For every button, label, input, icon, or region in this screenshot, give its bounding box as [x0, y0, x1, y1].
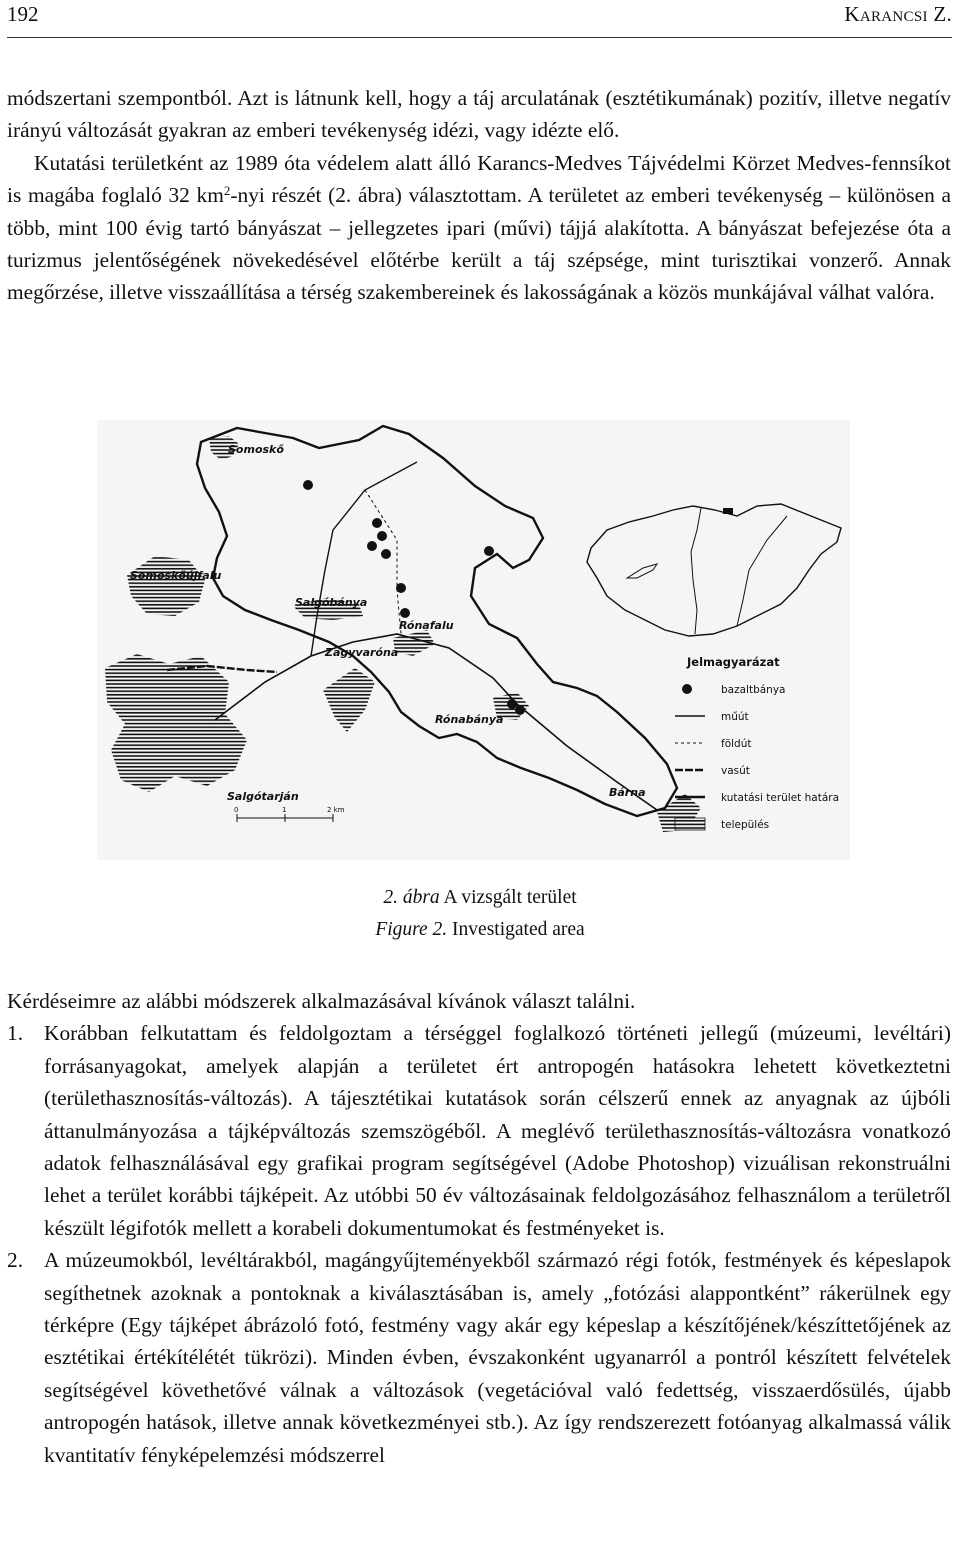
legend-item-road: műút: [721, 711, 749, 723]
label-somosko: Somoskő: [228, 443, 284, 456]
quarry-point: [484, 546, 494, 556]
settlement-salgotarjan: [105, 654, 247, 792]
methods-list-item: [7, 1017, 951, 1244]
dirt-road: [365, 490, 401, 634]
list-marker: 2.: [7, 1248, 24, 1273]
methods-lead: Kérdéseimre az alábbi módszerek alkalmazásával kívánok választ találni.: [7, 989, 636, 1013]
list-marker: 1.: [7, 1021, 24, 1046]
lake-balaton: [627, 564, 657, 578]
legend-quarry-symbol: [682, 684, 692, 694]
page-number: 192: [7, 2, 39, 26]
intro-section: [7, 82, 951, 309]
danube-river: [691, 508, 701, 634]
label-salgotarjan: Salgótarján: [227, 790, 299, 803]
label-ronafalu: Rónafalu: [399, 619, 454, 632]
figure-caption-hungarian: [0, 885, 960, 911]
caption-hu-text: A vizsgált terület: [439, 887, 577, 908]
quarry-point: [377, 531, 387, 541]
figure-caption-english: [0, 917, 960, 943]
quarry-point: [381, 549, 391, 559]
inset-location-marker: [723, 508, 733, 514]
quarry-point: [303, 480, 313, 490]
quarry-point: [507, 699, 517, 709]
quarry-point: [400, 608, 410, 618]
superscript-2: 2: [223, 183, 231, 199]
intro-paragraph-2-rest: -nyi részét (2. ábra) választottam. A területet az emberi tevékenység – különösen a több, mint 100 évig tartó bányászat – jellegzetes ipari (művi) tájjá alakította. A bányászat befejezése óta a turizmus jelentőségének növekedésével előtérbe került a táj szépsége, mint turisztikai vonzerő. Annak megőrzése, illetve visszaállítása a térség szakembereinek és lakosságának a közös munkájával válhat valóra.: [7, 183, 952, 305]
intro-paragraph-2: [7, 147, 951, 309]
legend-settlement-symbol: [675, 818, 705, 830]
scale-tick-2: 2 km: [327, 806, 345, 814]
scale-tick-1: 1: [282, 806, 287, 814]
intro-paragraph-1: módszertani szempontból. Azt is látnunk kell, hogy a táj arculatának (esztétikumának) pozitív, illetve negatív irányú változását gyakran az emberi tevékenység idézi, vagy idézte elő.: [7, 86, 951, 143]
quarry-point: [515, 705, 525, 715]
caption-en-text: Investigated area: [447, 919, 585, 940]
label-barna: Bárna: [609, 786, 646, 799]
hungary-outline: [587, 504, 841, 636]
legend-item-dirt-road: földút: [721, 738, 752, 750]
scale-bar: [234, 806, 345, 822]
intro-paragraph-2-start: Kutatási területként az 1989 óta védelem alatt álló Karancs-Medves Tájvédelmi Körzet Medves-fennsíkot is magába foglaló 32 km: [7, 150, 951, 208]
label-somoskoujfalu: Somoskőújfalu: [130, 569, 222, 582]
list-item-text: Korábban felkutattam és feldolgoztam a térséggel foglalkozó történeti jellegű (múzeumi, levéltári) forrásanyagokat, amelyek alapján a területet ért antropogén hatásokra lehetett következtetni (területhasznosítás-változás). A tájesztétikai kutatások során célszerű ennek az anyagnak az újbóli áttanulmányozása a tájképváltozás szemszögéből. A meglévő területhasznosítás-változásra vonatkozó adatok felhasználásával egy grafikai program segítségével (Adobe Photoshop) vizuálisan rekonstruálni lehet a terület korábbi tájképeit. Az utóbbi 50 év változásainak feldolgozásához felhasználom a területről készült légifotók mellett a korabeli dokumentumokat és festményeket is.: [44, 1021, 951, 1240]
legend-item-settlement: település: [721, 819, 770, 831]
methods-list: [7, 1017, 951, 1471]
map-svg: [97, 420, 850, 860]
hungary-inset-map: [587, 504, 841, 636]
label-salgobanya: Salgóbánya: [295, 596, 368, 609]
legend-item-railway: vasút: [721, 765, 750, 777]
methods-list-item: [7, 1244, 951, 1471]
list-item-text: A múzeumokból, levéltárakból, magángyűjteményekből származó régi fotók, festmények és képeslapok segíthetnek azoknak a pontoknak a kiválasztásában is, amely „fotózási alappontként” rákerülnek egy térképre (Egy tájképet ábrázoló fotó, festmény vagy akár egy képeslap a készítőjének/készíttetőjének az esztétikai értékítélétét tükrözi). Minden évben, évszakonként ugyanarról a pontról készített felvételek segítségével követhetővé válnak a változások (vegetációval való fedettség, visszaerdősülés, újabb antropogén hatások, illetve annak következményei stb.). Az így rendszerezett fotóanyag alkalmassá válik kvantitatív fényképelemzési módszerrel: [44, 1248, 951, 1467]
settlement-zagyvarona: [323, 668, 375, 732]
running-author: Karancsi Z.: [844, 2, 952, 26]
tisza-river: [737, 516, 787, 626]
scale-tick-0: 0: [234, 806, 239, 814]
map-legend: [675, 655, 839, 831]
study-area-map: [97, 420, 850, 860]
quarry-point: [372, 518, 382, 528]
label-zagyvarona: Zagyvaróna: [325, 646, 399, 659]
settlement-somoskoujfalu: [127, 556, 205, 616]
label-ronabanya: Rónabánya: [435, 713, 504, 726]
caption-en-label: Figure 2.: [375, 919, 448, 940]
quarry-point: [367, 541, 377, 551]
legend-item-boundary: kutatási terület határa: [721, 792, 840, 804]
legend-title: Jelmagyarázat: [687, 655, 780, 669]
legend-item-quarry: bazaltbánya: [721, 684, 786, 696]
quarry-point: [396, 583, 406, 593]
caption-hu-label: 2. ábra: [383, 887, 440, 908]
methods-section: [7, 985, 951, 1471]
running-header: [7, 0, 952, 38]
